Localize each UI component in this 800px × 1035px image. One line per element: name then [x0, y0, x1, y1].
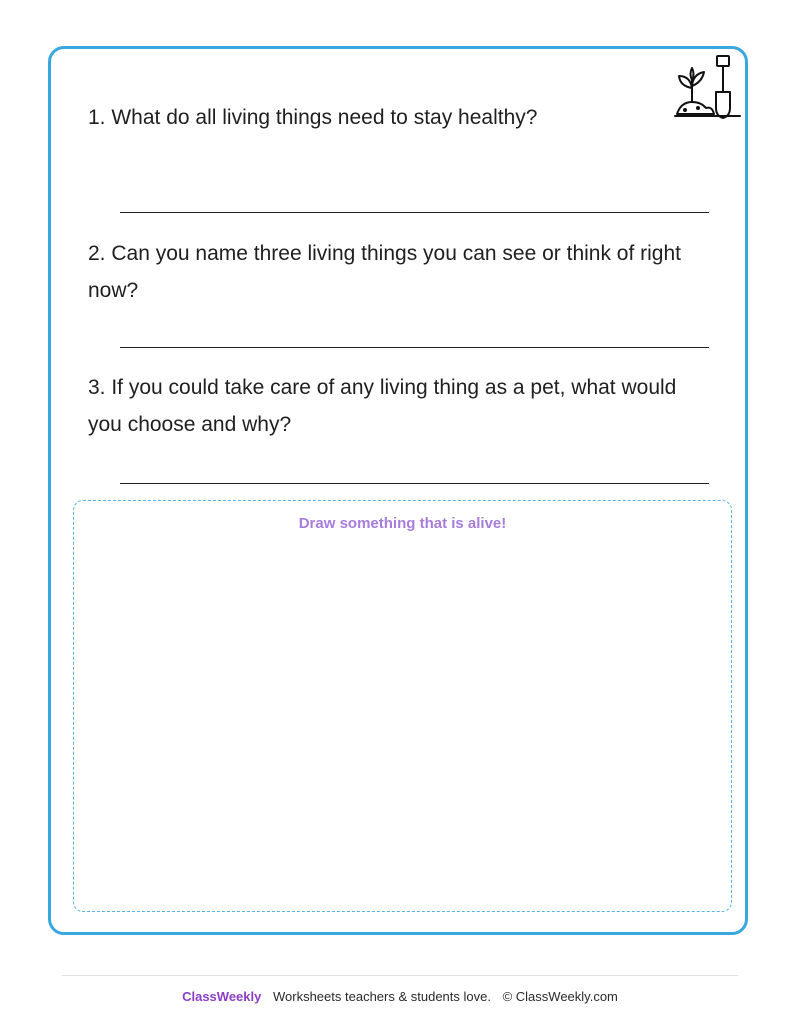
question-3: 3. If you could take care of any living thing as a pet, what would you choose and why? — [88, 376, 677, 436]
drawing-area[interactable] — [73, 500, 732, 912]
footer-divider — [62, 975, 738, 976]
footer-brand: ClassWeekly — [182, 989, 262, 1004]
drawing-prompt: Draw something that is alive! — [298, 515, 507, 532]
footer-copyright: © ClassWeekly.com — [502, 989, 618, 1004]
question-2: 2. Can you name three living things you can see or think of right now? — [88, 242, 682, 302]
question-1: 1. What do all living things need to stay healthy? — [88, 106, 538, 129]
footer-tagline: Worksheets teachers & students love. — [272, 989, 491, 1004]
answer-line-3[interactable] — [120, 483, 709, 484]
footer — [0, 989, 800, 1004]
answer-line-1[interactable] — [120, 212, 709, 213]
answer-line-2[interactable] — [120, 347, 709, 348]
